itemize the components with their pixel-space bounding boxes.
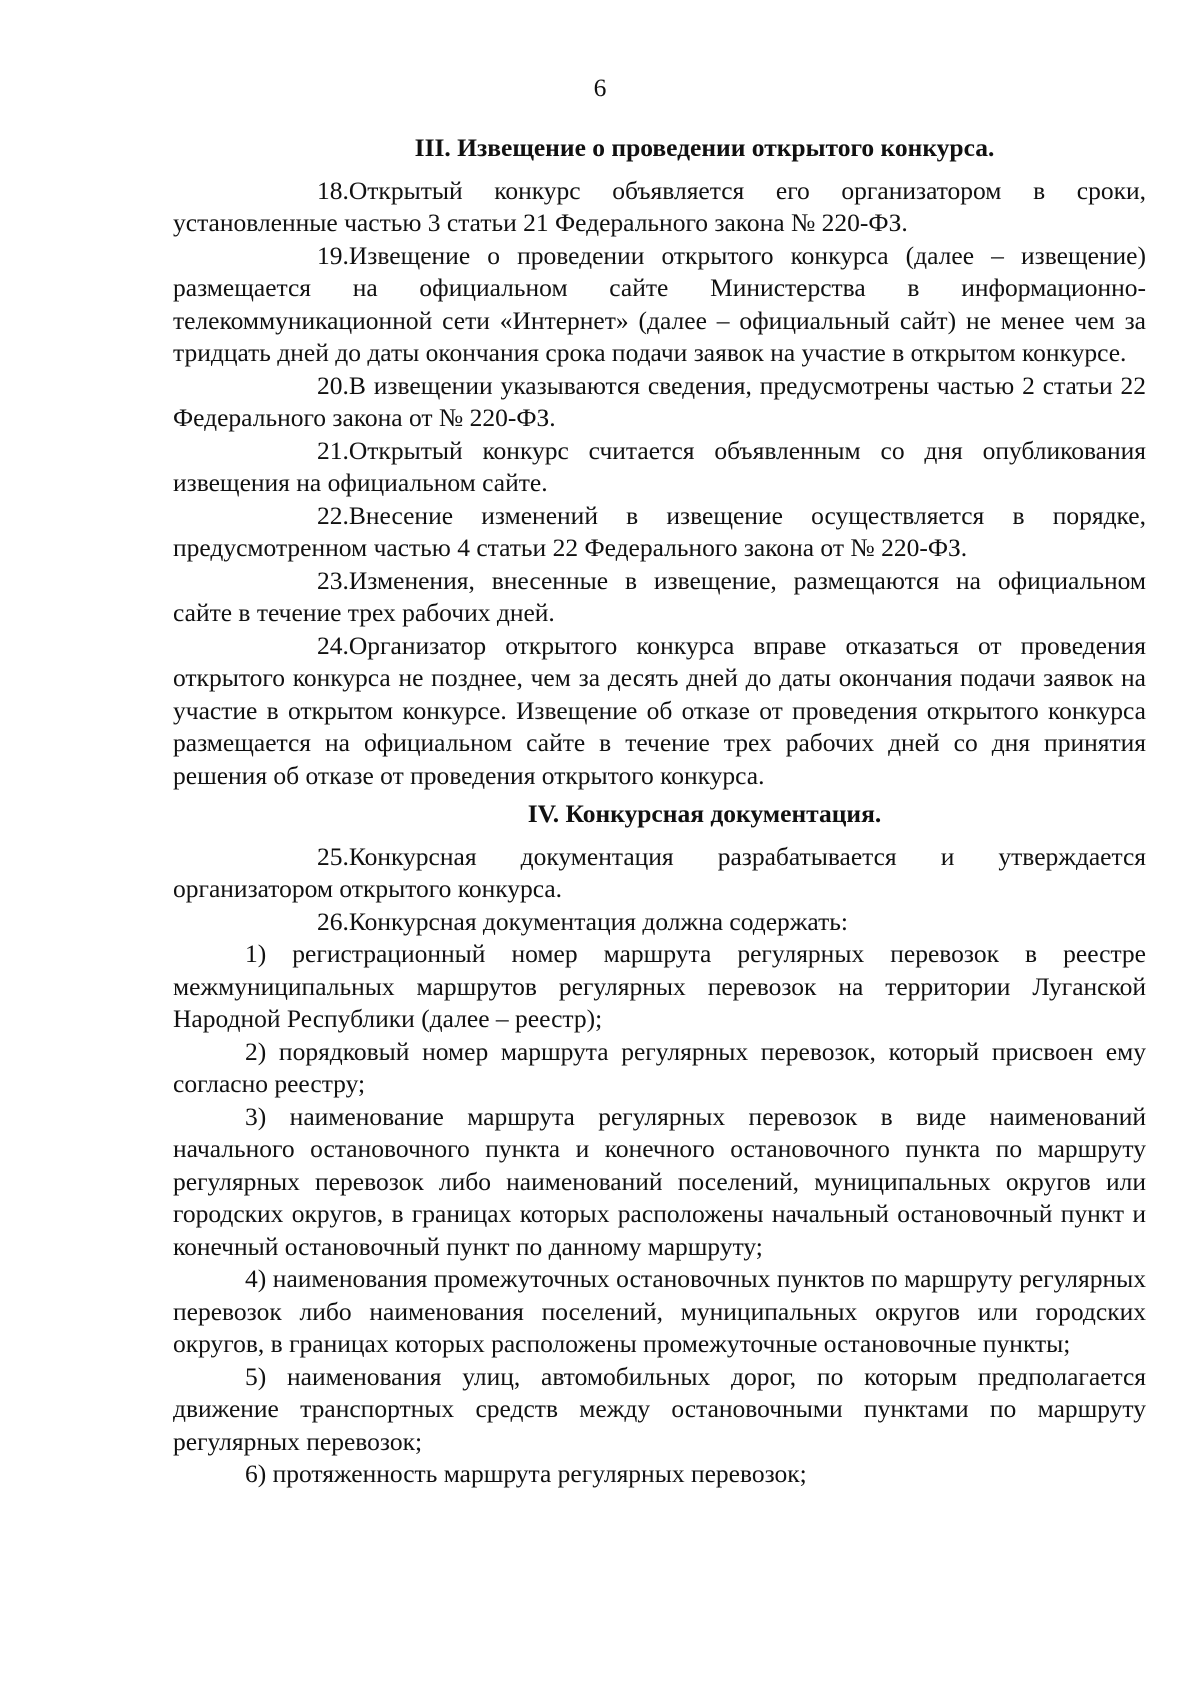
paragraph-number: 23. [317, 565, 349, 595]
paragraph-text: Открытый конкурс считается объявленным со дня опубликования извещения на официальном сайте. [173, 435, 1146, 497]
paragraph-number: 25. [317, 841, 349, 871]
paragraph-19 [173, 240, 1146, 370]
paragraph-text: В извещении указываются сведения, предусмотрены частью 2 статьи 22 Федерального закона от № 220-ФЗ. [173, 370, 1146, 432]
paragraph-text: Извещение о проведении открытого конкурса (далее – извещение) размещается на официальном сайте Министерства в информационно-телекоммуникационной сети «Интернет» (далее – официальный сайт) не менее чем за тридцать дней до даты окончания срока подачи заявок на участие в открытом конкурсе. [173, 240, 1146, 367]
paragraph-number: 21. [317, 435, 349, 465]
section-heading-iii: III. Извещение о проведении открытого конкурса. [414, 133, 995, 162]
paragraph-26 [173, 906, 1146, 939]
paragraph-number: 22. [317, 500, 349, 530]
page-number: 6 [593, 73, 607, 102]
paragraph-number: 20. [317, 370, 349, 400]
paragraph-number: 26. [317, 906, 349, 936]
paragraph-number: 19. [317, 240, 349, 270]
paragraph-20 [173, 370, 1146, 435]
list-item-4: 4) наименования промежуточных остановочных пунктов по маршруту регулярных перевозок либо наименования поселений, муниципальных округов или городских округов, в границах которых расположены промежуточные остановочные пункты; [173, 1264, 1146, 1358]
section-heading-iv: IV. Конкурсная документация. [527, 799, 882, 828]
paragraph-24 [173, 630, 1146, 793]
paragraph-21 [173, 435, 1146, 500]
paragraph-text: Конкурсная документация должна содержать: [348, 906, 848, 936]
paragraph-text: Организатор открытого конкурса вправе отказаться от проведения открытого конкурса не позднее, чем за десять дней до даты окончания подачи заявок на участие в открытом конкурсе. Извещение об отказе от проведения открытого конкурса размещается на официальном сайте в течение трех рабочих дней со дня принятия решения об отказе от проведения открытого конкурса. [173, 630, 1146, 790]
list-item-5: 5) наименования улиц, автомобильных дорог, по которым предполагается движение транспортных средств между остановочными пунктами по маршруту регулярных перевозок; [173, 1361, 1146, 1456]
paragraph-text: Внесение изменений в извещение осуществляется в порядке, предусмотренном частью 4 статьи 22 Федерального закона от № 220-ФЗ. [173, 500, 1146, 562]
paragraph-25 [173, 841, 1146, 906]
list-item-1: 1) регистрационный номер маршрута регулярных перевозок в реестре межмуниципальных маршрутов регулярных перевозок на территории Луганской Народной Республики (далее – реестр); [173, 939, 1146, 1033]
paragraph-text: Конкурсная документация разрабатывается и утверждается организатором открытого конкурса. [173, 841, 1146, 903]
paragraph-18 [173, 175, 1146, 240]
paragraph-number: 18. [317, 175, 349, 205]
document-body [173, 132, 1146, 1491]
paragraph-number: 24. [317, 630, 349, 660]
paragraph-23 [173, 565, 1146, 630]
paragraph-text: Открытый конкурс объявляется его организатором в сроки, установленные частью 3 статьи 21 Федерального закона № 220-ФЗ. [173, 175, 1146, 237]
list-item-2: 2) порядковый номер маршрута регулярных перевозок, который присвоен ему согласно реестру; [173, 1036, 1146, 1098]
paragraph-22 [173, 500, 1146, 565]
paragraph-text: Изменения, внесенные в извещение, размещаются на официальном сайте в течение трех рабочих дней. [173, 565, 1146, 627]
list-item-3: 3) наименование маршрута регулярных перевозок в виде наименований начального остановочного пункта и конечного остановочного пункта по маршруту регулярных перевозок либо наименований поселений, муниципальных округов или городских округов, в границах которых расположены начальный остановочный пункт и конечный остановочный пункт по данному маршруту; [173, 1101, 1146, 1261]
list-item-6: 6) протяженность маршрута регулярных перевозок; [245, 1459, 807, 1488]
